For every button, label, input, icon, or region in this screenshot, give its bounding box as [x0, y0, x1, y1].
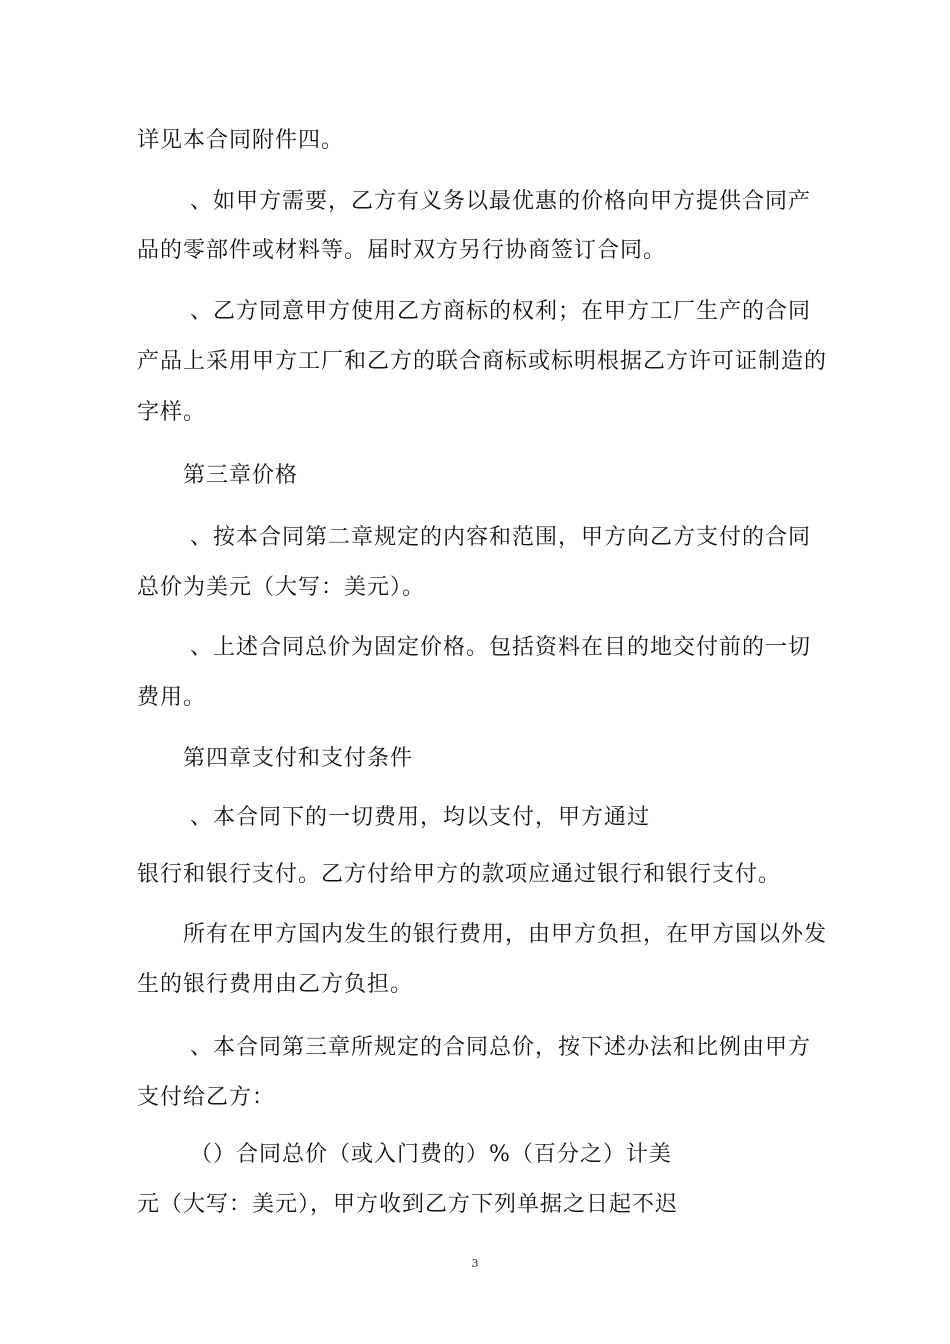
text-line: 品的零部件或材料等。届时双方另行协商签订合同。: [137, 238, 667, 263]
text-line: 费用。: [137, 685, 207, 710]
text-line: 元（大写：美元），甲方收到乙方下列单据之日起不迟: [137, 1192, 679, 1217]
text-line: 详见本合同附件四。: [137, 128, 345, 153]
clause-line: 、如甲方需要，乙方有义务以最优惠的价格向甲方提供合同产: [190, 189, 812, 214]
text-line: 产品上采用甲方工厂和乙方的联合商标或标明根据乙方许可证制造的: [137, 349, 828, 374]
text-line: 字样。: [137, 400, 207, 425]
text-line: 支付给乙方：: [137, 1085, 276, 1110]
page-number: 3: [471, 1257, 479, 1270]
clause-line: 、乙方同意甲方使用乙方商标的权利；在甲方工厂生产的合同: [190, 299, 812, 324]
chapter-heading: 第四章支付和支付条件: [183, 746, 414, 771]
text-line: 总价为美元（大写：美元）。: [137, 575, 426, 600]
clause-line: 、上述合同总价为固定价格。包括资料在目的地交付前的一切: [190, 635, 812, 660]
subclause-line: （）合同总价（或入门费的）%（百分之）计美: [190, 1142, 672, 1167]
clause-line: 、本合同第三章所规定的合同总价，按下述办法和比例由甲方: [190, 1035, 812, 1060]
clause-line: 、本合同下的一切费用，均以支付，甲方通过: [190, 805, 651, 830]
text-line: 生的银行费用由乙方负担。: [137, 972, 414, 997]
clause-line: 、按本合同第二章规定的内容和范围，甲方向乙方支付的合同: [190, 525, 812, 550]
text-line: 银行和银行支付。乙方付给甲方的款项应通过银行和银行支付。: [137, 862, 782, 887]
chapter-heading: 第三章价格: [183, 463, 299, 488]
paragraph-line: 所有在甲方国内发生的银行费用，由甲方负担，在甲方国以外发: [183, 922, 828, 947]
